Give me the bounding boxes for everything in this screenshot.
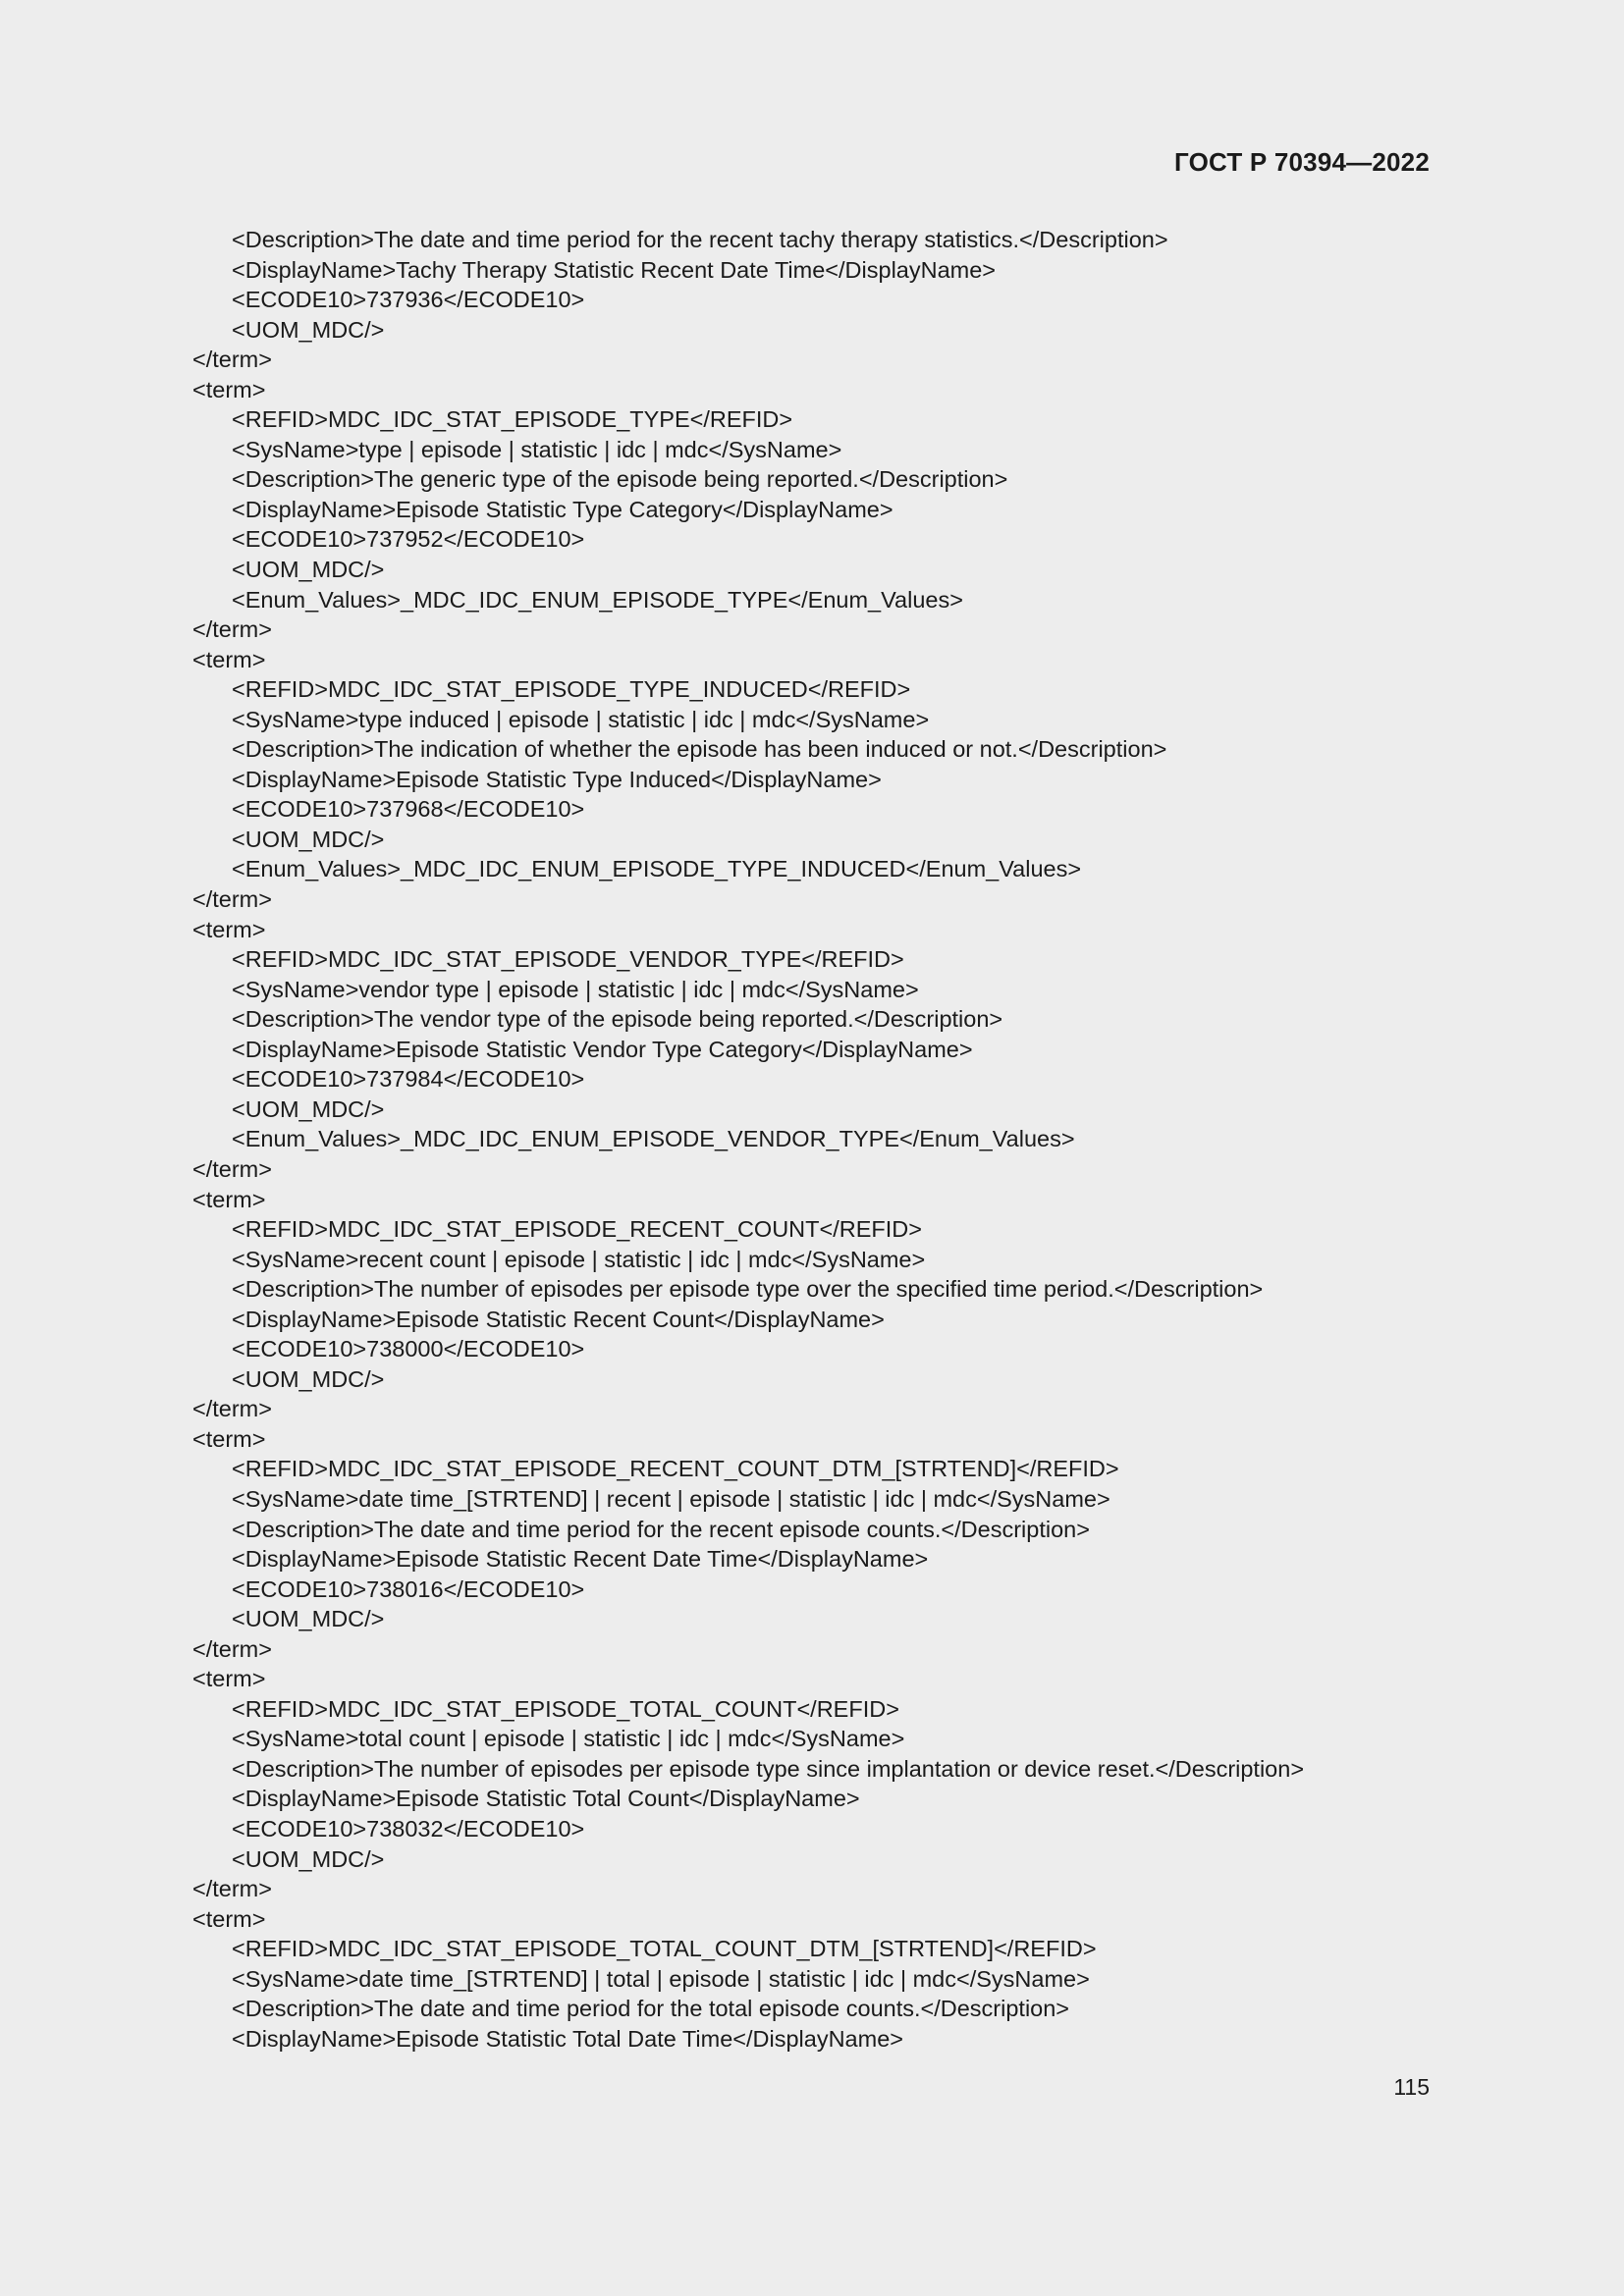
code-line: <Description>The vendor type of the episode being reported.</Description> xyxy=(232,1006,1003,1033)
code-line: <ECODE10>738000</ECODE10> xyxy=(232,1336,585,1362)
code-line: <Enum_Values>_MDC_IDC_ENUM_EPISODE_VENDOR_TYPE</Enum_Values> xyxy=(232,1126,1075,1152)
code-line: </term> xyxy=(192,347,272,373)
code-line: </term> xyxy=(192,1155,272,1182)
code-line: <ECODE10>737936</ECODE10> xyxy=(232,287,585,313)
code-line: <term> xyxy=(192,1425,266,1452)
code-line: <SysName>type induced | episode | statistic | idc | mdc</SysName> xyxy=(232,706,930,732)
code-line: <Enum_Values>_MDC_IDC_ENUM_EPISODE_TYPE</Enum_Values> xyxy=(232,586,963,613)
code-line: <SysName>type | episode | statistic | idc | mdc</SysName> xyxy=(232,436,842,462)
code-line: <Description>The date and time period for the recent episode counts.</Description> xyxy=(232,1516,1090,1542)
code-line: <DisplayName>Episode Statistic Type Category</DisplayName> xyxy=(232,496,893,522)
code-line: <DisplayName>Episode Statistic Recent Date Time</DisplayName> xyxy=(232,1546,929,1573)
code-line: <UOM_MDC/> xyxy=(232,1095,385,1122)
code-line: <UOM_MDC/> xyxy=(232,826,385,852)
code-line: <Description>The number of episodes per episode type since implantation or device reset.</Description> xyxy=(232,1755,1305,1782)
code-line: <REFID>MDC_IDC_STAT_EPISODE_VENDOR_TYPE</REFID> xyxy=(232,946,904,973)
code-line: </term> xyxy=(192,886,272,913)
code-line: <Description>The indication of whether the episode has been induced or not.</Description> xyxy=(232,736,1167,763)
code-line: <SysName>recent count | episode | statistic | idc | mdc</SysName> xyxy=(232,1246,926,1272)
document-standard-id: ГОСТ Р 70394—2022 xyxy=(1174,147,1430,177)
code-line: <DisplayName>Episode Statistic Total Date Time</DisplayName> xyxy=(232,2025,903,2052)
code-line: <SysName>vendor type | episode | statistic | idc | mdc</SysName> xyxy=(232,976,919,1002)
code-line: <UOM_MDC/> xyxy=(232,316,385,343)
code-line: <REFID>MDC_IDC_STAT_EPISODE_TOTAL_COUNT</REFID> xyxy=(232,1695,899,1722)
code-line: <REFID>MDC_IDC_STAT_EPISODE_TYPE</REFID> xyxy=(232,406,793,433)
code-line: <DisplayName>Tachy Therapy Statistic Recent Date Time</DisplayName> xyxy=(232,256,997,283)
code-line: <DisplayName>Episode Statistic Total Count</DisplayName> xyxy=(232,1786,860,1812)
code-line: </term> xyxy=(192,1635,272,1662)
code-line: <REFID>MDC_IDC_STAT_EPISODE_TYPE_INDUCED</REFID> xyxy=(232,676,911,703)
code-line: <ECODE10>737952</ECODE10> xyxy=(232,526,585,553)
code-line: <Description>The date and time period for the total episode counts.</Description> xyxy=(232,1996,1070,2022)
code-line: <UOM_MDC/> xyxy=(232,1606,385,1632)
code-line: <UOM_MDC/> xyxy=(232,1845,385,1872)
code-line: </term> xyxy=(192,1876,272,1902)
code-line: <UOM_MDC/> xyxy=(232,557,385,583)
code-line: <REFID>MDC_IDC_STAT_EPISODE_RECENT_COUNT</REFID> xyxy=(232,1216,922,1243)
code-line: <term> xyxy=(192,916,266,942)
code-line: <DisplayName>Episode Statistic Recent Count</DisplayName> xyxy=(232,1306,885,1332)
code-line: </term> xyxy=(192,616,272,643)
code-line: <Description>The generic type of the episode being reported.</Description> xyxy=(232,466,1008,493)
code-line: <Enum_Values>_MDC_IDC_ENUM_EPISODE_TYPE_INDUCED</Enum_Values> xyxy=(232,856,1082,882)
code-line: <term> xyxy=(192,1186,266,1212)
code-line: <SysName>date time_[STRTEND] | recent | episode | statistic | idc | mdc</SysName> xyxy=(232,1485,1110,1512)
code-line: <REFID>MDC_IDC_STAT_EPISODE_TOTAL_COUNT_DTM_[STRTEND]</REFID> xyxy=(232,1936,1097,1962)
code-line: <Description>The date and time period for the recent tachy therapy statistics.</Description> xyxy=(232,227,1168,252)
code-line: <DisplayName>Episode Statistic Type Induced</DisplayName> xyxy=(232,766,882,792)
code-line: <Description>The number of episodes per episode type over the specified time period.</Description> xyxy=(232,1276,1264,1303)
code-line: <term> xyxy=(192,646,266,672)
code-line: <UOM_MDC/> xyxy=(232,1365,385,1392)
code-line: <ECODE10>738016</ECODE10> xyxy=(232,1575,585,1602)
code-line: <SysName>total count | episode | statistic | idc | mdc</SysName> xyxy=(232,1726,905,1752)
code-line: <SysName>date time_[STRTEND] | total | episode | statistic | idc | mdc</SysName> xyxy=(232,1965,1090,1992)
xml-code-listing xyxy=(192,225,1469,2054)
code-line: <term> xyxy=(192,1666,266,1692)
code-line: <ECODE10>738032</ECODE10> xyxy=(232,1815,585,1842)
code-line: <ECODE10>737968</ECODE10> xyxy=(232,796,585,823)
code-line: <ECODE10>737984</ECODE10> xyxy=(232,1066,585,1093)
code-line: </term> xyxy=(192,1396,272,1422)
code-line: <REFID>MDC_IDC_STAT_EPISODE_RECENT_COUNT_DTM_[STRTEND]</REFID> xyxy=(232,1456,1119,1482)
code-line: <term> xyxy=(192,376,266,402)
page-number: 115 xyxy=(1393,2074,1430,2100)
code-line: <DisplayName>Episode Statistic Vendor Type Category</DisplayName> xyxy=(232,1036,973,1062)
code-line: <term> xyxy=(192,1905,266,1932)
